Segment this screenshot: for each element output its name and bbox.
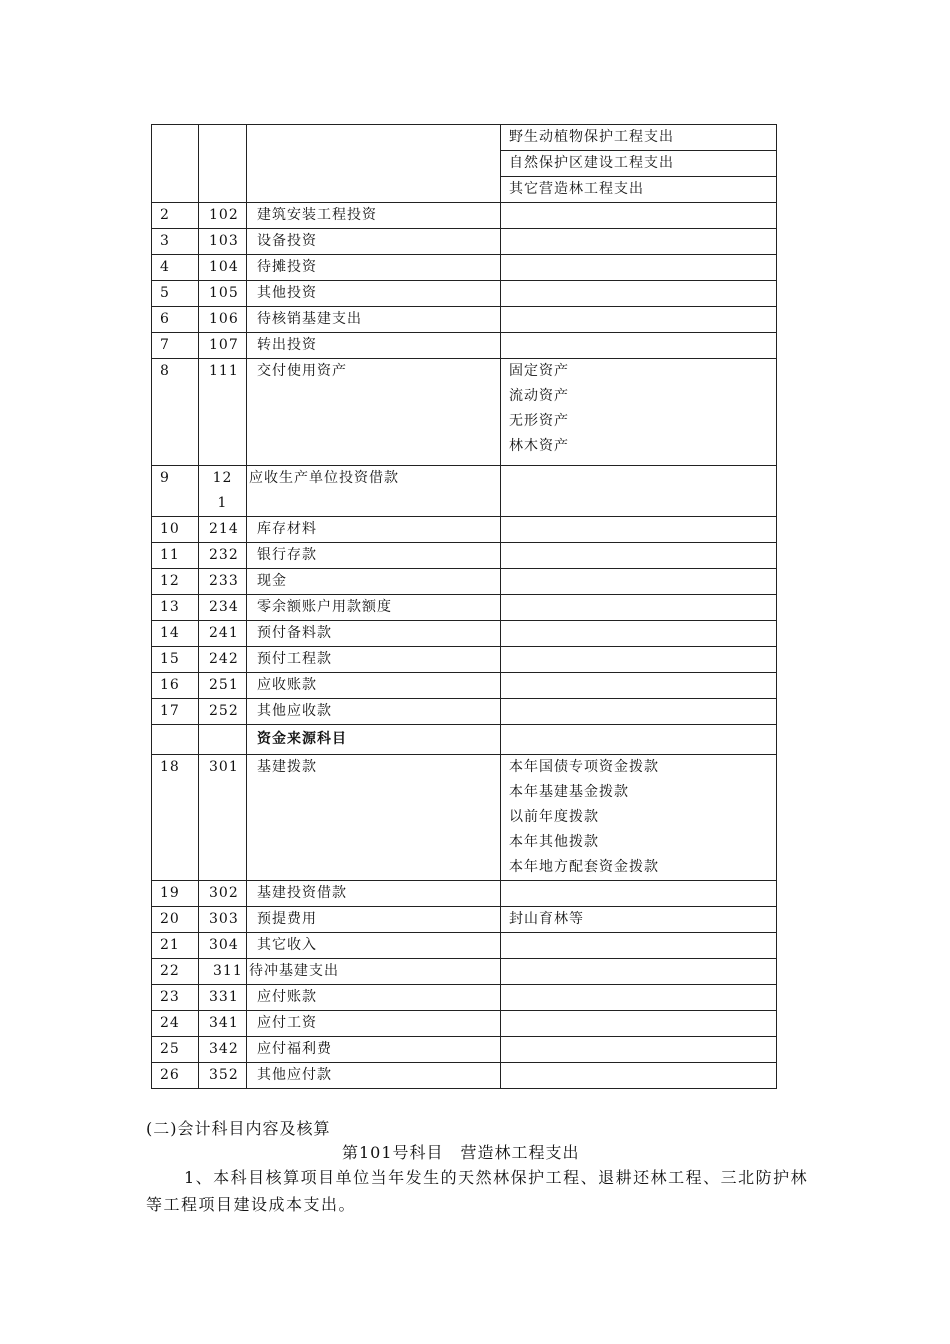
- row-number: 15: [152, 647, 199, 673]
- sub-accounts: [501, 985, 777, 1011]
- row-number: 19: [152, 881, 199, 907]
- sub-account-item: 封山育林等: [509, 911, 584, 927]
- account-name: 零余额账户用款额度: [247, 595, 501, 621]
- sub-account-item: 林木资产: [509, 438, 569, 454]
- account-code: 214: [199, 517, 247, 543]
- account-code: 341: [199, 1011, 247, 1037]
- row-number: 4: [152, 255, 199, 281]
- account-name: 待核销基建支出: [247, 307, 501, 333]
- account-code: 311: [199, 959, 247, 985]
- accounts-table: [151, 124, 777, 1089]
- account-name: 建筑安装工程投资: [247, 203, 501, 229]
- row-number: 25: [152, 1037, 199, 1063]
- sub-accounts: [501, 307, 777, 333]
- account-name: 应收生产单位投资借款: [247, 466, 501, 517]
- table-row: [152, 359, 777, 466]
- account-code: 233: [199, 569, 247, 595]
- account-name: 待摊投资: [247, 255, 501, 281]
- account-name: 预付备料款: [247, 621, 501, 647]
- sub-accounts: [501, 647, 777, 673]
- table-row: [152, 255, 777, 281]
- account-name: 其他应收款: [247, 699, 501, 725]
- account-name: 现金: [247, 569, 501, 595]
- account-code: 331: [199, 985, 247, 1011]
- account-code: 234: [199, 595, 247, 621]
- account-name: 预提费用: [247, 907, 501, 933]
- account-code: 301: [199, 755, 247, 881]
- account-code: 12 1: [199, 466, 247, 517]
- row-number: 7: [152, 333, 199, 359]
- row-number: 3: [152, 229, 199, 255]
- sub-accounts: [501, 1063, 777, 1089]
- account-name: [247, 125, 501, 203]
- sub-accounts: [501, 281, 777, 307]
- account-name: 银行存款: [247, 543, 501, 569]
- sub-accounts: [501, 699, 777, 725]
- section-title: 资金来源科目: [247, 725, 501, 755]
- table-row: [152, 907, 777, 933]
- table-row: [152, 985, 777, 1011]
- account-code: 252: [199, 699, 247, 725]
- account-name: 应付账款: [247, 985, 501, 1011]
- sub-accounts: [501, 229, 777, 255]
- sub-account-item: 本年地方配套资金拨款: [509, 859, 659, 875]
- sub-accounts: [501, 517, 777, 543]
- account-name: 其他投资: [247, 281, 501, 307]
- sub-accounts: [501, 1037, 777, 1063]
- row-number: 5: [152, 281, 199, 307]
- account-code: 232: [199, 543, 247, 569]
- table-row: [152, 333, 777, 359]
- account-name: 应付福利费: [247, 1037, 501, 1063]
- sub-accounts: [501, 359, 777, 466]
- account-code: 352: [199, 1063, 247, 1089]
- account-code: 107: [199, 333, 247, 359]
- row-number: 9: [152, 466, 199, 517]
- account-name: 基建拨款: [247, 755, 501, 881]
- table-row: [152, 725, 777, 755]
- row-number: 8: [152, 359, 199, 466]
- account-code: [199, 125, 247, 203]
- account-name: 预付工程款: [247, 647, 501, 673]
- account-code: [199, 725, 247, 755]
- table-row: [152, 229, 777, 255]
- row-number: 17: [152, 699, 199, 725]
- account-code: 102: [199, 203, 247, 229]
- sub-accounts: [501, 959, 777, 985]
- account-name: 库存材料: [247, 517, 501, 543]
- account-code: 302: [199, 881, 247, 907]
- sub-account-item: 自然保护区建设工程支出: [501, 151, 776, 177]
- sub-accounts: [501, 543, 777, 569]
- table-row: [152, 466, 777, 517]
- row-number: [152, 125, 199, 203]
- sub-account-item: 其它营造林工程支出: [509, 181, 644, 197]
- account-name: 应收账款: [247, 673, 501, 699]
- table-row: [152, 755, 777, 881]
- sub-account-item: 无形资产: [509, 413, 569, 429]
- sub-accounts: [501, 881, 777, 907]
- row-number: 24: [152, 1011, 199, 1037]
- table-row: [152, 203, 777, 229]
- section-heading: (二)会计科目内容及核算: [146, 1119, 331, 1138]
- table-row: [152, 881, 777, 907]
- account-code: 251: [199, 673, 247, 699]
- account-code: 241: [199, 621, 247, 647]
- account-code: 103: [199, 229, 247, 255]
- account-code: 342: [199, 1037, 247, 1063]
- account-code: 111: [199, 359, 247, 466]
- sub-accounts: [501, 333, 777, 359]
- sub-account-item: 本年其他拨款: [509, 834, 599, 850]
- row-number: 22: [152, 959, 199, 985]
- table-row: [152, 1063, 777, 1089]
- sub-accounts: [501, 125, 777, 203]
- sub-account-item: 以前年度拨款: [509, 809, 599, 825]
- row-number: 21: [152, 933, 199, 959]
- table-row: [152, 699, 777, 725]
- row-number: 11: [152, 543, 199, 569]
- table-row: [152, 595, 777, 621]
- sub-accounts: [501, 755, 777, 881]
- body-paragraph: 1、本科目核算项目单位当年发生的天然林保护工程、退耕还林工程、三北防护林等工程项目建设成本支出。: [146, 1168, 809, 1214]
- account-name: 基建投资借款: [247, 881, 501, 907]
- table-row: [152, 307, 777, 333]
- account-name: 应付工资: [247, 1011, 501, 1037]
- table-row: [152, 1011, 777, 1037]
- sub-accounts: [501, 725, 777, 755]
- sub-accounts: [501, 255, 777, 281]
- sub-accounts: [501, 933, 777, 959]
- account-name: 转出投资: [247, 333, 501, 359]
- table-row: [152, 933, 777, 959]
- row-number: 2: [152, 203, 199, 229]
- sub-account-item: 流动资产: [509, 388, 569, 404]
- account-name: 其他应付款: [247, 1063, 501, 1089]
- row-number: 14: [152, 621, 199, 647]
- table-row: [152, 281, 777, 307]
- account-code: 105: [199, 281, 247, 307]
- sub-account-item: 固定资产: [509, 363, 569, 379]
- row-number: [152, 725, 199, 755]
- row-number: 20: [152, 907, 199, 933]
- account-code: 303: [199, 907, 247, 933]
- row-number: 26: [152, 1063, 199, 1089]
- sub-account-item: 野生动植物保护工程支出: [501, 125, 776, 151]
- row-number: 18: [152, 755, 199, 881]
- table-row: [152, 543, 777, 569]
- table-row: [152, 959, 777, 985]
- sub-accounts: [501, 569, 777, 595]
- sub-accounts: [501, 595, 777, 621]
- sub-account-item: 本年基建基金拨款: [509, 784, 629, 800]
- account-name: 其它收入: [247, 933, 501, 959]
- table-row: [152, 647, 777, 673]
- sub-account-item: 本年国债专项资金拨款: [509, 759, 659, 775]
- sub-accounts: [501, 203, 777, 229]
- sub-accounts: [501, 1011, 777, 1037]
- table-row: [152, 621, 777, 647]
- account-name: 待冲基建支出: [247, 959, 501, 985]
- row-number: 6: [152, 307, 199, 333]
- row-number: 12: [152, 569, 199, 595]
- account-code: 242: [199, 647, 247, 673]
- sub-accounts: [501, 466, 777, 517]
- table-row: [152, 517, 777, 543]
- account-code: 106: [199, 307, 247, 333]
- account-name: 设备投资: [247, 229, 501, 255]
- account-code: 104: [199, 255, 247, 281]
- row-number: 10: [152, 517, 199, 543]
- sub-accounts: [501, 621, 777, 647]
- row-number: 23: [152, 985, 199, 1011]
- table-row: [152, 569, 777, 595]
- row-number: 13: [152, 595, 199, 621]
- account-code: 304: [199, 933, 247, 959]
- table-row: [152, 673, 777, 699]
- table-row: [152, 125, 777, 203]
- account-name: 交付使用资产: [247, 359, 501, 466]
- table-row: [152, 1037, 777, 1063]
- sub-accounts: [501, 907, 777, 933]
- subject-title: 第101号科目 营造林工程支出: [342, 1143, 580, 1162]
- row-number: 16: [152, 673, 199, 699]
- sub-accounts: [501, 673, 777, 699]
